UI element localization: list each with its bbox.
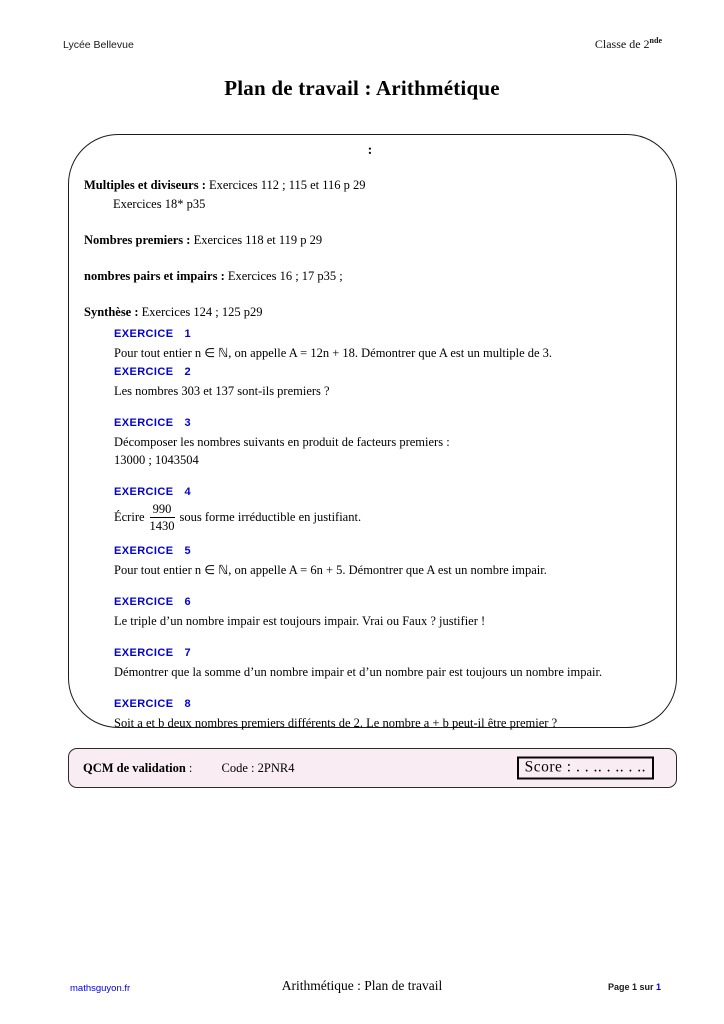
section-label: Multiples et diviseurs : — [84, 178, 206, 192]
section-line — [84, 267, 656, 286]
exercise-word: EXERCICE — [114, 486, 174, 498]
score-box: Score : . . .. . .. . .. — [517, 757, 654, 780]
exercise-word: EXERCICE — [114, 366, 174, 378]
exercise-label — [114, 416, 656, 430]
class-label-superscript: nde — [649, 36, 662, 45]
exercise-text: Démontrer que la somme d’un nombre impair et d’un nombre pair est toujours un nombre impair. — [114, 665, 603, 679]
exercise-block — [114, 646, 656, 681]
footer-document-title: Arithmétique : Plan de travail — [281, 978, 443, 993]
fraction-prefix: Écrire — [114, 510, 145, 524]
section-row — [84, 231, 656, 250]
exercise-number: 4 — [184, 486, 191, 498]
section-label: Synthèse : — [84, 305, 139, 319]
page-number — [608, 982, 661, 992]
class-label — [595, 36, 662, 52]
exercise-text: Pour tout entier n ∈ ℕ, on appelle A = 12n + 18. Démontrer que A est un multiple de 3. — [114, 346, 553, 360]
workplan-box — [68, 134, 677, 728]
exercise-label — [114, 646, 656, 660]
page-number-text: Page 1 sur — [607, 982, 656, 992]
exercise-fraction-row — [114, 502, 656, 533]
exercise-text: Décomposer les nombres suivants en produit de facteurs premiers : — [114, 435, 450, 449]
sections-list — [84, 176, 656, 322]
exercise-label — [114, 327, 656, 341]
exercise-number: 5 — [184, 545, 191, 557]
website-link[interactable]: mathsguyon.fr — [70, 983, 131, 994]
exercise-block — [114, 485, 656, 533]
section-exercise-list: Exercices 118 et 119 p 29 — [190, 233, 323, 247]
section-exercise-list: Exercices 16 ; 17 p35 ; — [224, 269, 343, 283]
qcm-text-row — [69, 761, 294, 776]
exercise-block — [114, 327, 656, 362]
exercise-label — [114, 697, 656, 711]
exercise-text: Pour tout entier n ∈ ℕ, on appelle A = 6n + 5. Démontrer que A est un nombre impair. — [114, 563, 547, 577]
exercise-block — [114, 544, 656, 579]
qcm-colon: : — [185, 760, 193, 775]
exercise-block — [114, 365, 656, 400]
class-label-text: Classe de 2 — [594, 37, 650, 51]
page-header — [63, 36, 662, 52]
section-row — [84, 176, 656, 214]
exercise-text: 13000 ; 1043504 — [114, 453, 199, 467]
exercise-number: 1 — [184, 328, 191, 340]
section-row — [84, 267, 656, 286]
exercise-block — [114, 595, 656, 630]
exercise-number: 7 — [184, 647, 191, 659]
section-label: nombres pairs et impairs : — [84, 269, 225, 283]
exercise-number: 3 — [184, 417, 191, 429]
section-exercise-list: Exercices 124 ; 125 p29 — [138, 305, 263, 319]
section-line — [84, 176, 656, 195]
qcm-code: Code : 2PNR4 — [221, 760, 295, 775]
fraction-denominator: 1430 — [149, 519, 175, 533]
exercise-label — [114, 485, 656, 499]
box-title-colon: : — [367, 143, 373, 158]
qcm-box — [68, 748, 677, 788]
exercise-word: EXERCICE — [114, 328, 174, 340]
exercises-list — [84, 327, 656, 732]
exercise-word: EXERCICE — [114, 596, 174, 608]
section-extra-line: Exercices 18* p35 — [113, 197, 206, 211]
exercise-word: EXERCICE — [114, 545, 174, 557]
section-label: Nombres premiers : — [84, 233, 191, 247]
section-line — [84, 231, 656, 250]
exercise-label — [114, 544, 656, 558]
section-line — [84, 303, 656, 322]
exercise-number: 8 — [184, 698, 191, 710]
exercise-word: EXERCICE — [114, 647, 174, 659]
exercise-label — [114, 595, 656, 609]
exercise-text: Soit a et b deux nombres premiers différents de 2. Le nombre a + b peut-il être premier ? — [114, 716, 558, 730]
page-title: Plan de travail : Arithmétique — [224, 76, 500, 100]
page-footer — [0, 978, 724, 998]
fraction-numerator: 990 — [150, 502, 175, 518]
exercise-number: 2 — [184, 366, 191, 378]
school-name: Lycée Bellevue — [63, 39, 134, 51]
exercise-text: Les nombres 303 et 137 sont-ils premiers ? — [114, 384, 330, 398]
section-row — [84, 303, 656, 322]
fraction-suffix: sous forme irréductible en justifiant. — [179, 510, 362, 524]
exercise-block — [114, 697, 656, 732]
exercise-text: Le triple d’un nombre impair est toujours impair. Vrai ou Faux ? justifier ! — [114, 614, 486, 628]
fraction — [150, 502, 175, 533]
exercise-word: EXERCICE — [114, 698, 174, 710]
exercise-block — [114, 416, 656, 469]
exercise-word: EXERCICE — [114, 417, 174, 429]
qcm-label: QCM de validation — [83, 760, 186, 775]
exercise-label — [114, 365, 656, 379]
exercise-number: 6 — [184, 596, 191, 608]
page-number-link[interactable]: 1 — [655, 982, 661, 992]
section-exercise-list: Exercices 112 ; 115 et 116 p 29 — [205, 178, 366, 192]
